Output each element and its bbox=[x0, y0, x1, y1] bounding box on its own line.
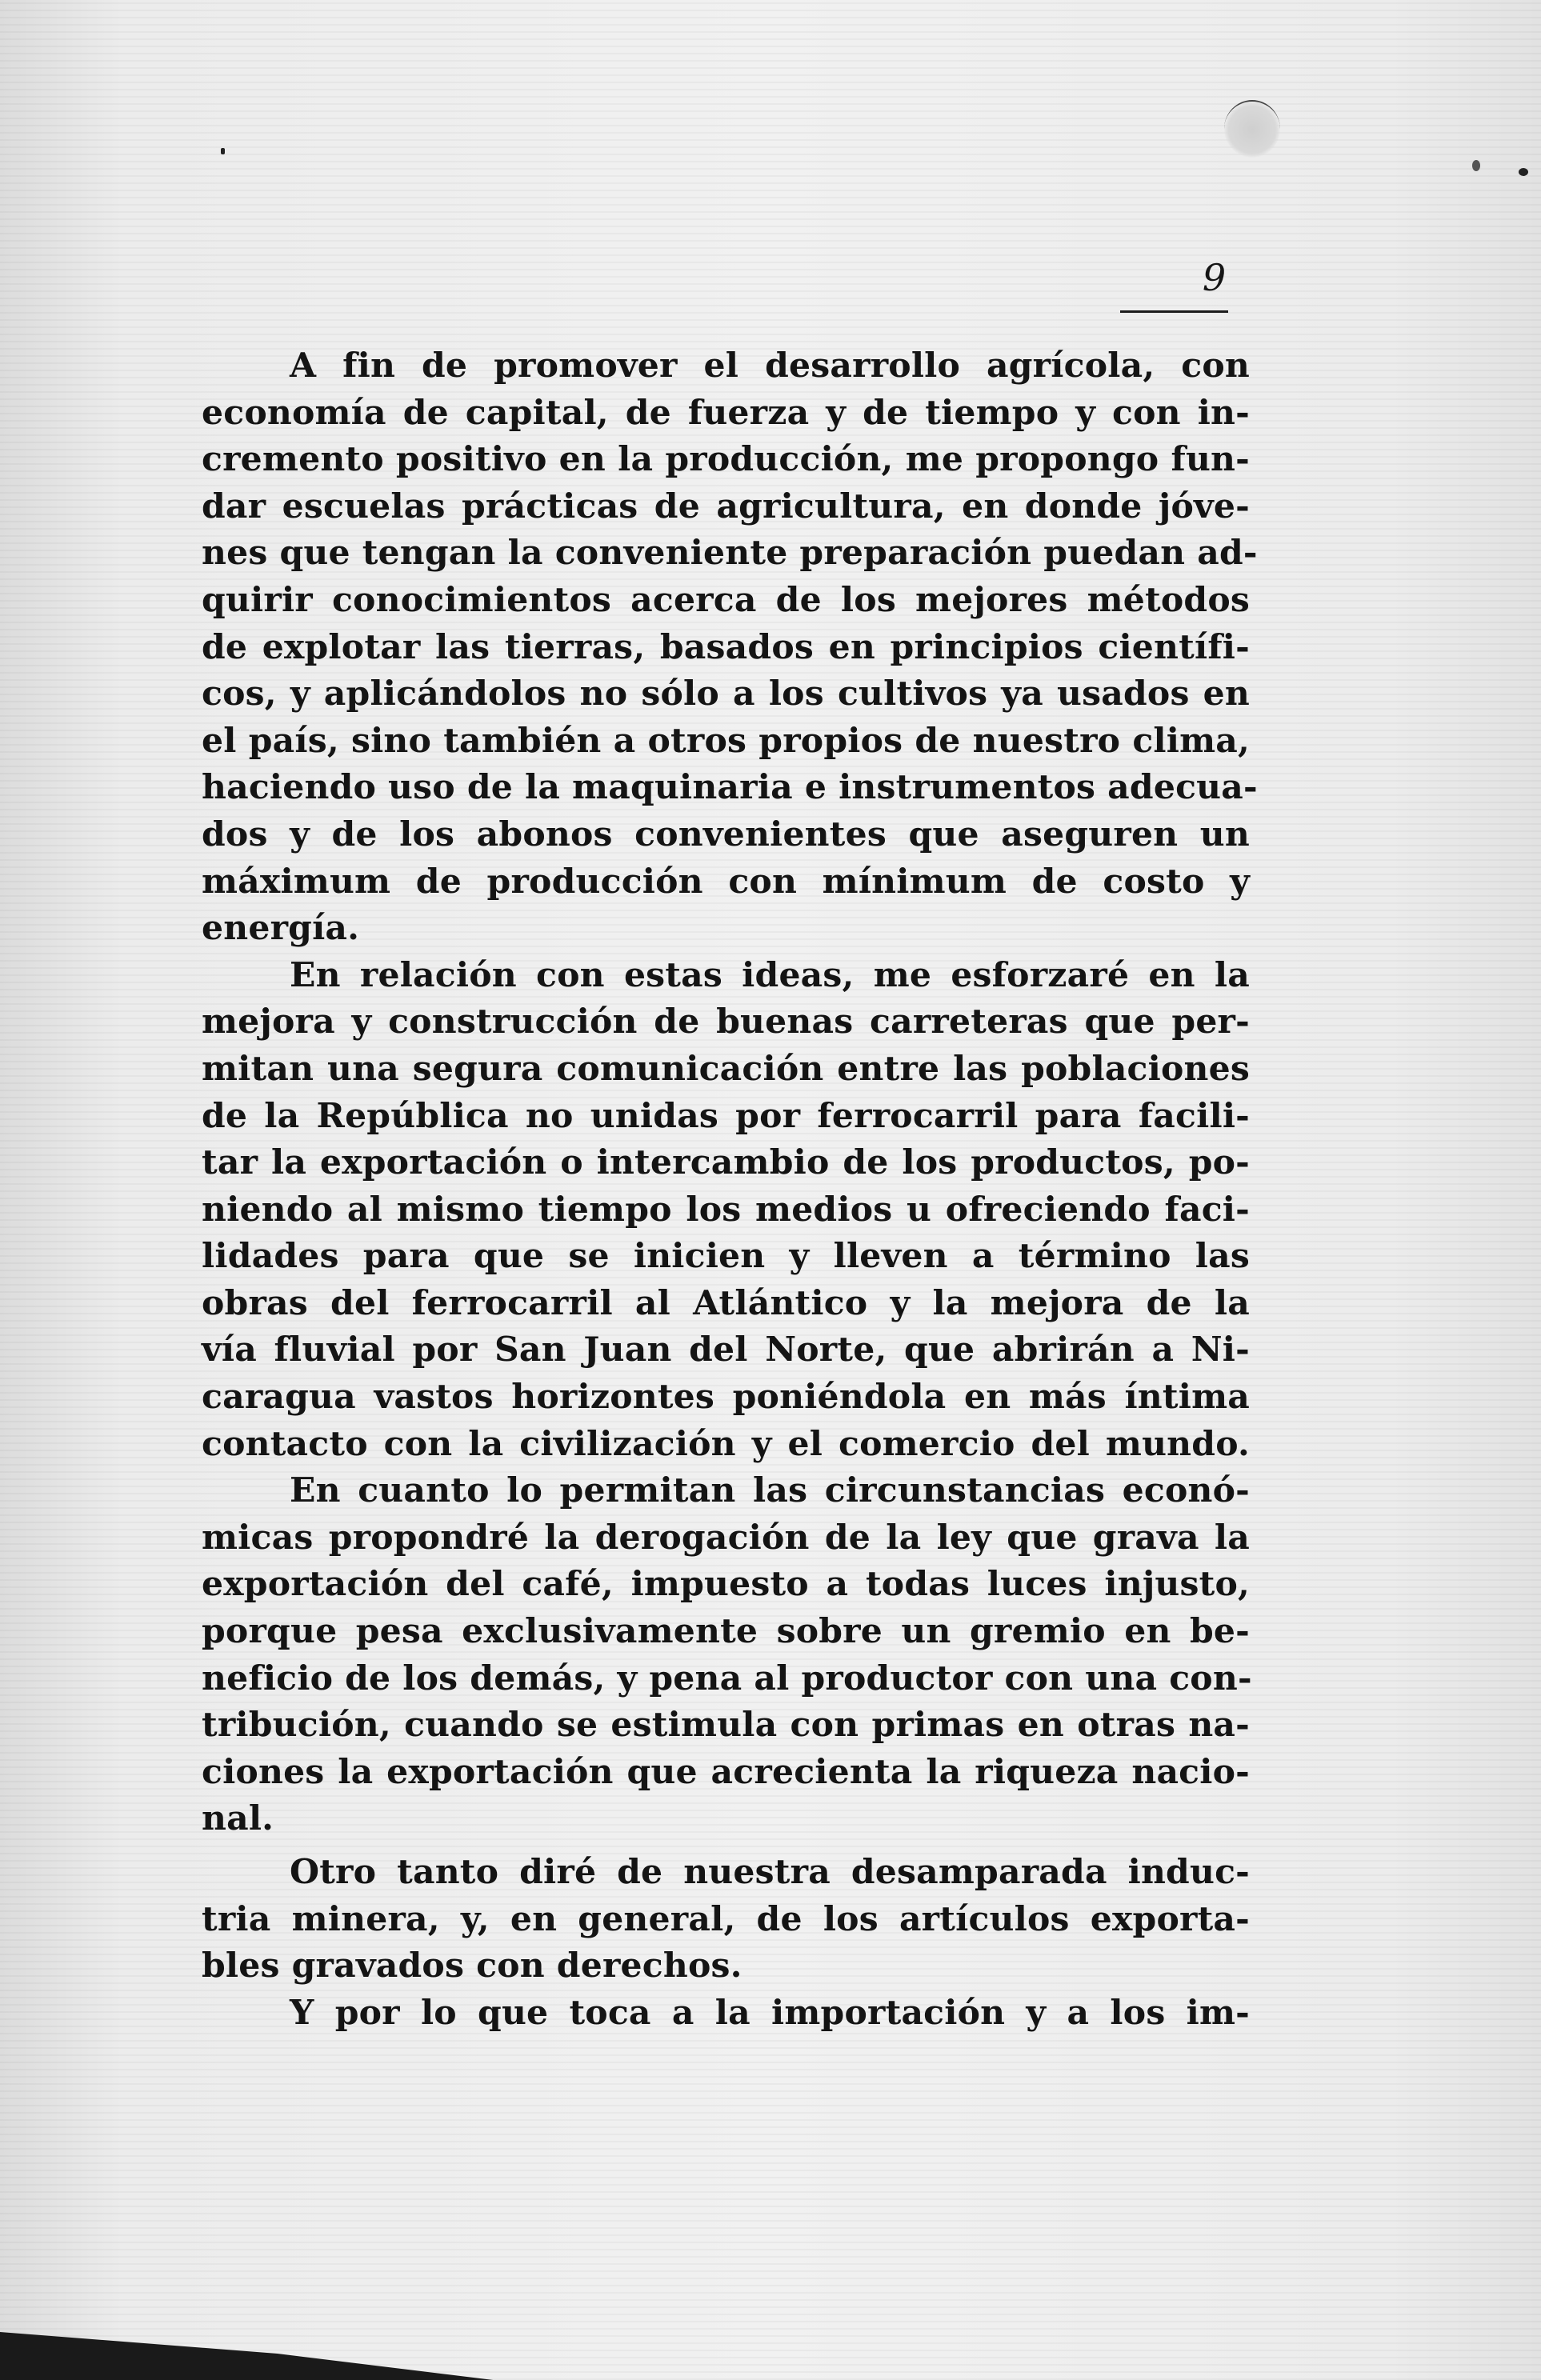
paragraph bbox=[202, 1990, 1250, 2037]
text-line: bles gravados con derechos. bbox=[202, 1946, 742, 1986]
body-text bbox=[202, 342, 1258, 2036]
text-line: mejora y construcción de buenas carreteras que per- bbox=[202, 1002, 1250, 1042]
text-line: niendo al mismo tiempo los medios u ofreciendo faci- bbox=[202, 1189, 1250, 1230]
paper-speck bbox=[1519, 168, 1528, 176]
text-line: el país, sino también a otros propios de nuestro clima, bbox=[202, 720, 1250, 761]
text-line: máximum de producción con mínimum de costo y bbox=[202, 861, 1250, 902]
page-number: 9 bbox=[1202, 256, 1227, 299]
paragraph bbox=[202, 1467, 1250, 1842]
text-line: tribución, cuando se estimula con primas en otras na- bbox=[202, 1705, 1250, 1746]
text-line: porque pesa exclusivamente sobre un gremio en be- bbox=[202, 1611, 1250, 1652]
paragraph-gap bbox=[202, 1842, 1250, 1849]
text-line: lidades para que se inicien y lleven a término las bbox=[202, 1236, 1250, 1277]
text-line: energía. bbox=[202, 908, 360, 949]
text-line: cos, y aplicándolos no sólo a los cultivos ya usados en bbox=[202, 674, 1250, 714]
paper-stain bbox=[1224, 100, 1280, 158]
paper-speck bbox=[221, 148, 225, 154]
text-line: economía de capital, de fuerza y de tiempo y con in- bbox=[202, 392, 1250, 433]
paper-speck bbox=[1472, 160, 1480, 171]
text-line: de explotar las tierras, basados en principios científi- bbox=[202, 626, 1250, 667]
text-line: exportación del café, impuesto a todas luces injusto, bbox=[202, 1564, 1250, 1605]
text-line: de la República no unidas por ferrocarril para facili- bbox=[202, 1095, 1250, 1136]
text-line: En relación con estas ideas, me esforzaré en la bbox=[290, 954, 1250, 995]
text-line: Y por lo que toca a la importación y a los im- bbox=[290, 1992, 1250, 2033]
text-line: nal. bbox=[202, 1798, 274, 1839]
page-number-rule bbox=[1120, 310, 1228, 313]
text-line: micas propondré la derogación de la ley que grava la bbox=[202, 1517, 1250, 1558]
text-line: tria minera, y, en general, de los artículos exporta- bbox=[202, 1898, 1250, 1939]
text-line: contacto con la civilización y el comercio del mundo. bbox=[202, 1423, 1250, 1464]
text-line: Otro tanto diré de nuestra desamparada induc- bbox=[290, 1852, 1250, 1892]
paragraph bbox=[202, 1849, 1250, 1990]
text-line: nes que tengan la conveniente preparación puedan ad- bbox=[202, 533, 1258, 574]
text-line: cremento positivo en la producción, me propongo fun- bbox=[202, 439, 1250, 480]
text-line: dos y de los abonos convenientes que aseguren un bbox=[202, 814, 1250, 854]
text-line: caragua vastos horizontes poniéndola en más íntima bbox=[202, 1377, 1250, 1418]
text-line: ciones la exportación que acrecienta la riqueza nacio- bbox=[202, 1751, 1250, 1792]
text-line: vía fluvial por San Juan del Norte, que abrirán a Ni- bbox=[202, 1330, 1250, 1370]
paragraph bbox=[202, 342, 1258, 952]
scan-edge-shadow bbox=[0, 2332, 1541, 2380]
paragraph bbox=[202, 952, 1250, 1468]
text-line: obras del ferrocarril al Atlántico y la mejora de la bbox=[202, 1282, 1250, 1323]
text-line: mitan una segura comunicación entre las poblaciones bbox=[202, 1048, 1250, 1089]
text-line: En cuanto lo permitan las circunstancias econó- bbox=[290, 1470, 1250, 1511]
text-line: dar escuelas prácticas de agricultura, en donde jóve- bbox=[202, 486, 1250, 526]
text-line: quirir conocimientos acerca de los mejores métodos bbox=[202, 579, 1250, 620]
text-line: tar la exportación o intercambio de los productos, po- bbox=[202, 1142, 1250, 1183]
text-line: haciendo uso de la maquinaria e instrumentos adecua- bbox=[202, 767, 1258, 808]
text-line: A fin de promover el desarrollo agrícola, con bbox=[290, 346, 1250, 386]
text-line: neficio de los demás, y pena al productor con una con- bbox=[202, 1658, 1252, 1698]
